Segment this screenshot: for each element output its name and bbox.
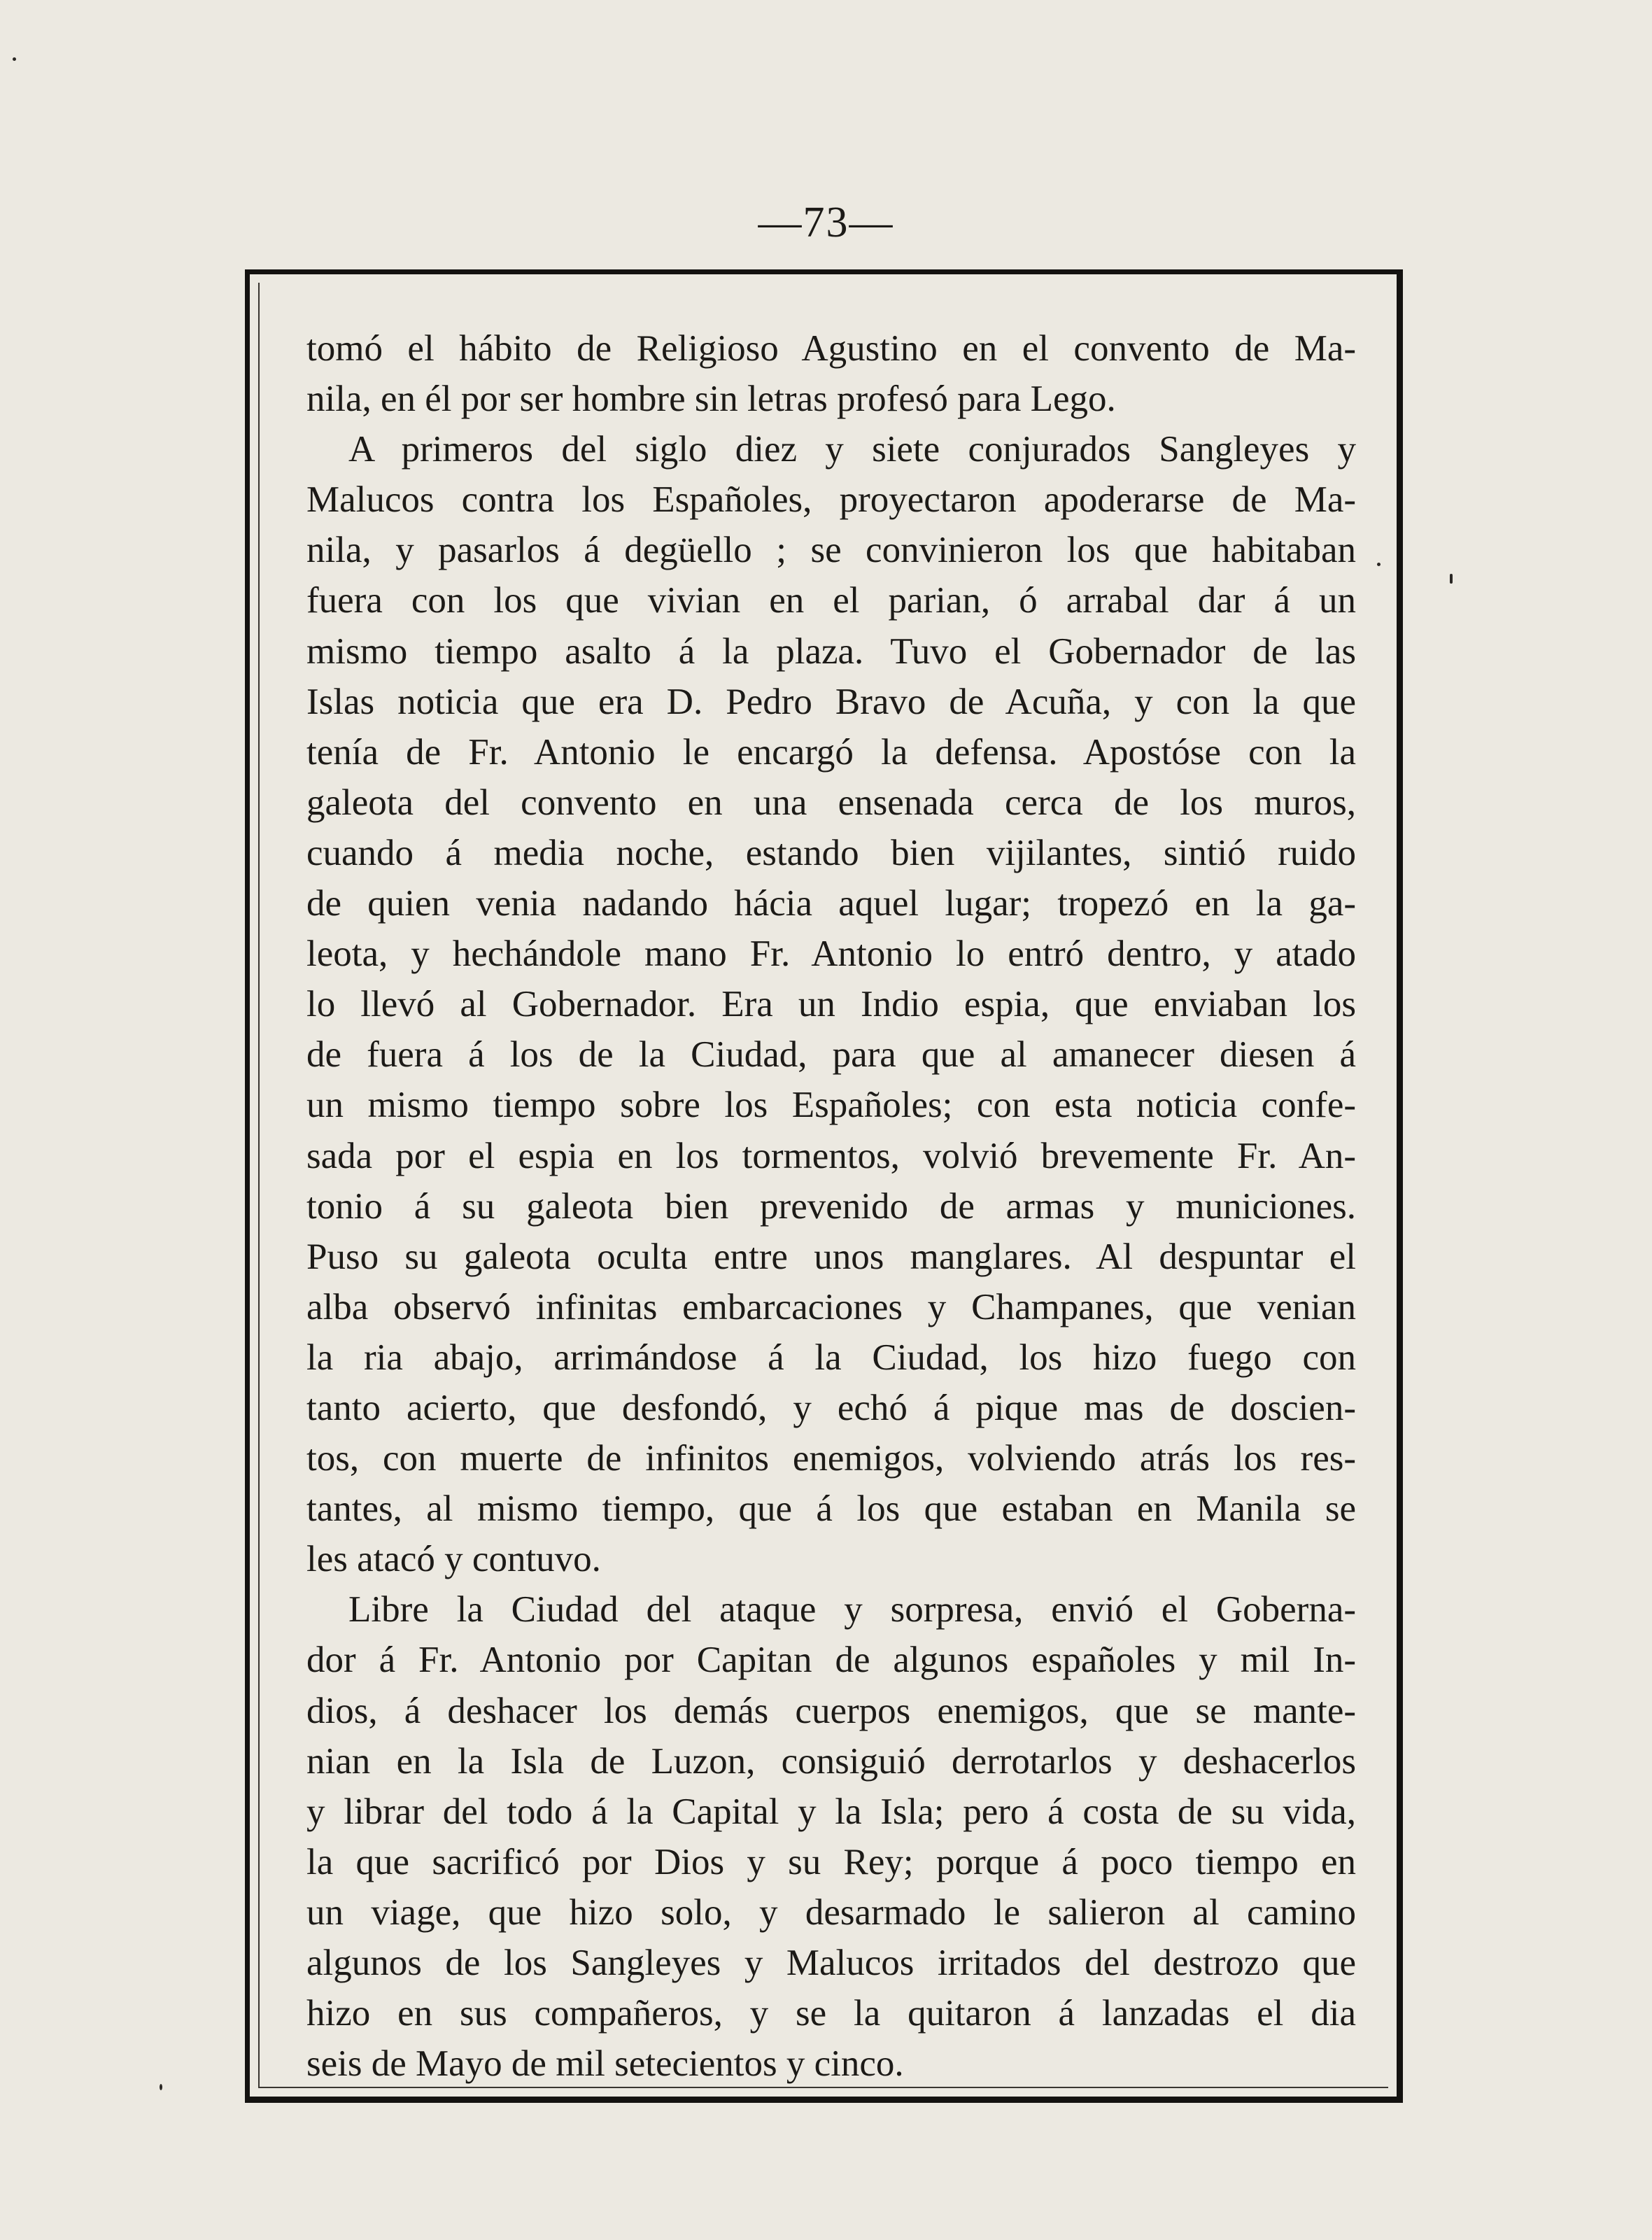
text-line: Islas noticia que era D. Pedro Bravo de Acuña, y con la que [306, 681, 1356, 722]
text-line: la que sacrificó por Dios y su Rey; porque á poco tiempo en [306, 1841, 1356, 1882]
text-line: Puso su galeota oculta entre unos manglares. Al despuntar el [306, 1236, 1356, 1277]
ink-speck [1377, 563, 1381, 566]
text-line: les atacó y contuvo. [306, 1539, 601, 1580]
text-line: hizo en sus compañeros, y se la quitaron á lanzadas el dia [306, 1993, 1356, 2034]
text-line: un viage, que hizo solo, y desarmado le salieron al camino [306, 1892, 1356, 1933]
text-line: mismo tiempo asalto á la plaza. Tuvo el Gobernador de las [306, 631, 1356, 672]
text-line: galeota del convento en una ensenada cerca de los muros, [306, 782, 1356, 823]
text-line: sada por el espia en los tormentos, volvió brevemente Fr. An- [306, 1135, 1356, 1176]
text-line: fuera con los que vivian en el parian, ó arrabal dar á un [306, 580, 1356, 621]
text-line: de quien venia nadando hácia aquel lugar; tropezó en la ga- [306, 883, 1356, 924]
text-line: leota, y hechándole mano Fr. Antonio lo entró dentro, y atado [306, 934, 1356, 975]
text-line: dor á Fr. Antonio por Capitan de algunos españoles y mil In- [306, 1640, 1356, 1681]
text-line: tenía de Fr. Antonio le encargó la defensa. Apostóse con la [306, 731, 1356, 773]
text-line: tonio á su galeota bien prevenido de armas y municiones. [306, 1185, 1356, 1227]
text-line: tomó el hábito de Religioso Agustino en el convento de Ma- [306, 328, 1356, 369]
text-line: alba observó infinitas embarcaciones y Champanes, que venian [306, 1286, 1356, 1327]
text-line: algunos de los Sangleyes y Malucos irritados del destrozo que [306, 1943, 1356, 1983]
text-line: de fuera á los de la Ciudad, para que al amanecer diesen á [306, 1034, 1356, 1076]
page-number: —73— [758, 199, 894, 246]
text-line: nian en la Isla de Luzon, consiguió derrotarlos y deshacerlos [306, 1740, 1356, 1782]
text-line: seis de Mayo de mil setecientos y cinco. [306, 2043, 904, 2085]
body-text [306, 323, 1356, 2089]
text-line: A primeros del siglo diez y siete conjurados Sangleyes y [348, 429, 1356, 470]
text-line: y librar del todo á la Capital y la Isla; pero á costa de su vida, [306, 1791, 1356, 1832]
text-line: un mismo tiempo sobre los Españoles; con esta noticia confe- [306, 1085, 1356, 1126]
text-line: cuando á media noche, estando bien vijilantes, sintió ruido [306, 832, 1356, 873]
text-line: nila, en él por ser hombre sin letras profesó para Lego. [306, 379, 1116, 420]
text-line: dios, á deshacer los demás cuerpos enemigos, que se mante- [306, 1690, 1356, 1731]
text-line: la ria abajo, arrimándose á la Ciudad, los hizo fuego con [306, 1337, 1356, 1378]
text-line: tantes, al mismo tiempo, que á los que estaban en Manila se [306, 1488, 1356, 1530]
ink-speck [1450, 574, 1453, 584]
text-line: tos, con muerte de infinitos enemigos, volviendo atrás los res- [306, 1438, 1356, 1479]
text-line: nila, y pasarlos á degüello ; se convinieron los que habitaban [306, 530, 1356, 571]
ink-speck [160, 2084, 162, 2090]
text-line: tanto acierto, que desfondó, y echó á pique mas de doscien- [306, 1387, 1356, 1428]
text-line: lo llevó al Gobernador. Era un Indio espia, que enviaban los [306, 984, 1356, 1025]
text-line: Libre la Ciudad del ataque y sorpresa, envió el Goberna- [348, 1589, 1356, 1630]
ink-speck [13, 57, 16, 61]
text-line: Malucos contra los Españoles, proyectaron apoderarse de Ma- [306, 479, 1356, 521]
